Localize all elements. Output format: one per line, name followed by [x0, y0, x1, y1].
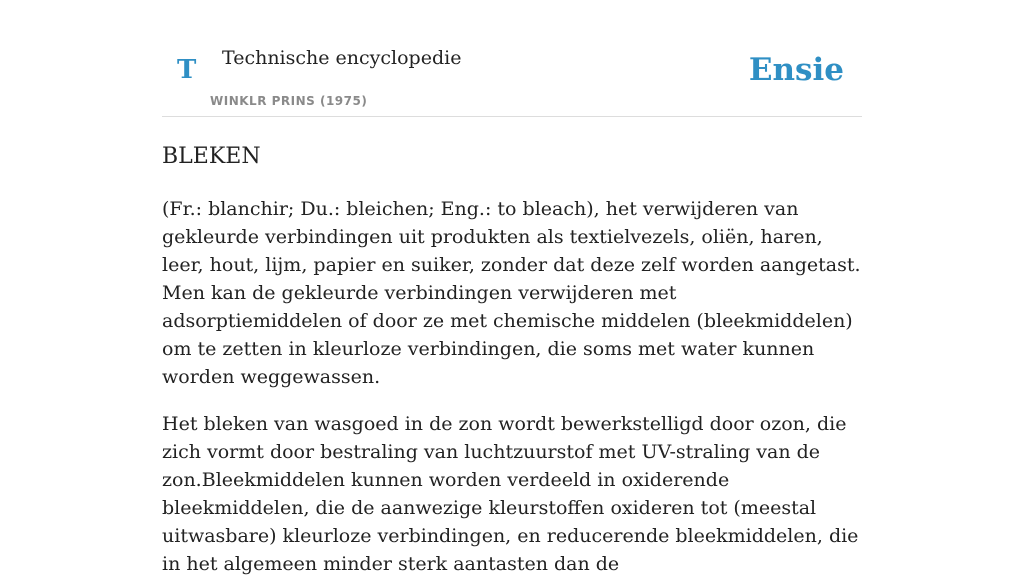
- encyclopedia-logo[interactable]: T: [177, 55, 197, 85]
- ensie-logo[interactable]: Ensie: [748, 52, 844, 88]
- entry-paragraph: (Fr.: blanchir; Du.: bleichen; Eng.: to bleach), het verwijderen van gekleurde verbindingen uit produkten als textielvezels, oliën, haren, leer, hout, lijm, papier en suiker, zonder dat deze zelf worden aangetast. Men kan de gekleurde verbindingen verwijderen met adsorptiemiddelen of door ze met chemische middelen (bleekmiddelen) om te zetten in kleurloze verbindingen, die soms met water kunnen worden weggewassen.: [162, 198, 861, 388]
- entry-paragraph: Het bleken van wasgoed in de zon wordt bewerkstelligd door ozon, die zich vormt door bestraling van luchtzuurstof met UV-straling van de zon.Bleekmiddelen kunnen worden verdeeld in oxiderende bleekmiddelen, die de aanwezige kleurstoffen oxideren tot (meestal uitwasbare) kleurloze verbindingen, en reducerende bleekmiddelen, die in het algemeen minder sterk aantasten dan de: [162, 413, 859, 575]
- encyclopedia-title-link[interactable]: Technische encyclopedie: [222, 47, 462, 69]
- entry-title: BLEKEN: [162, 144, 261, 169]
- source-label: WINKLR PRINS (1975): [210, 94, 368, 108]
- article-page: [162, 0, 862, 578]
- article-header: [162, 0, 862, 117]
